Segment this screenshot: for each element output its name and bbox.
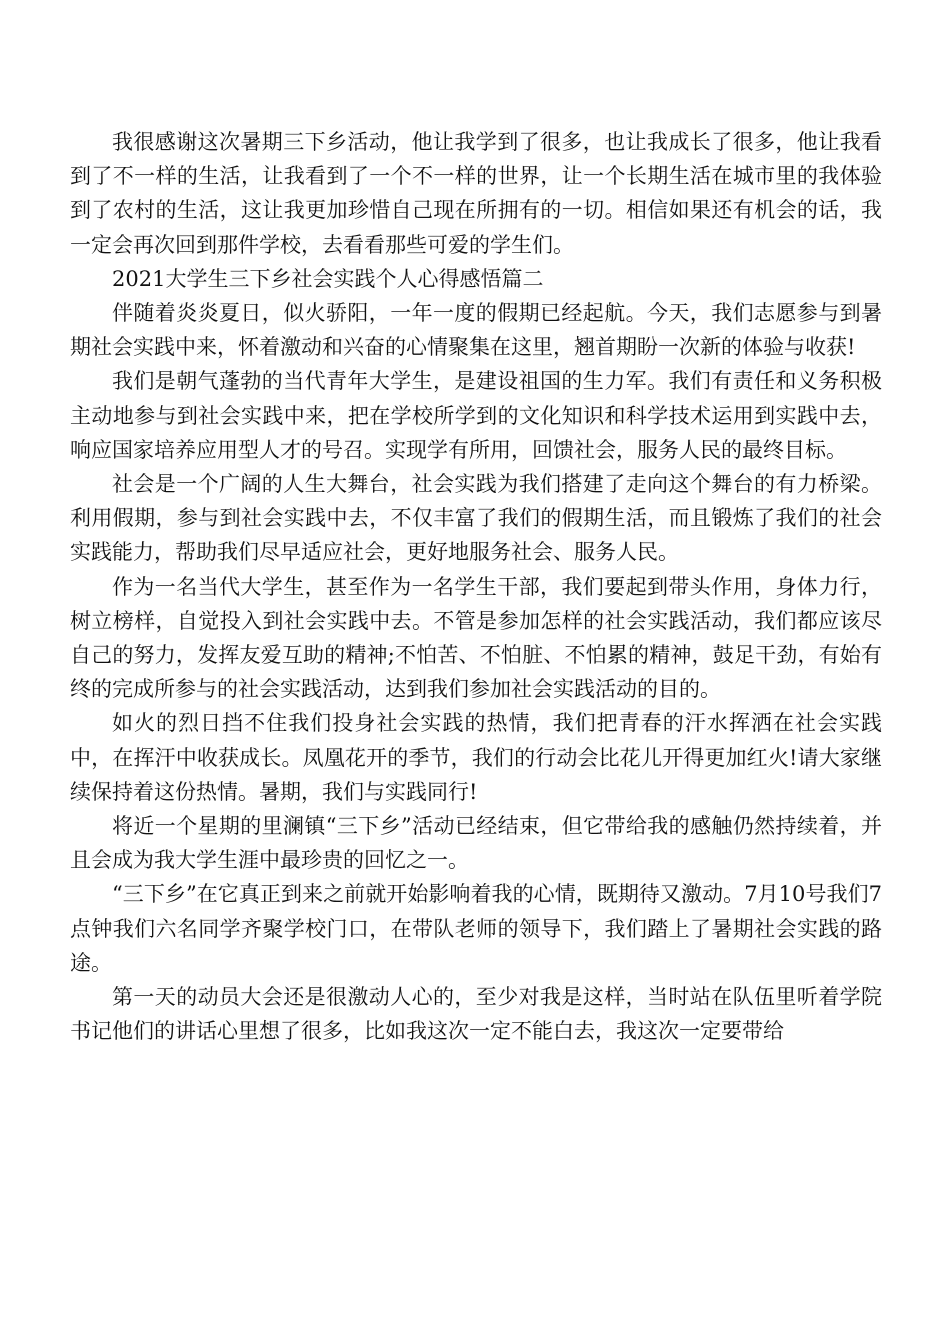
paragraph-youth: 我们是朝气蓬勃的当代青年大学生，是建设祖国的生力军。我们有责任和义务积极主动地参与到社会实践中来，把在学校所学到的文化知识和科学技术运用到实践中去，响应国家培养应用型人才的号召。实现学有所用，回馈社会，服务人民的最终目标。 — [70, 369, 882, 462]
paragraph-summer-start: 伴随着炎炎夏日，似火骄阳，一年一度的假期已经起航。今天，我们志愿参与到暑期社会实践中来，怀着激动和兴奋的心情聚集在这里，翘首期盼一次新的体验与收获! — [70, 301, 882, 360]
paragraph-activity-ended: 将近一个星期的里澜镇“三下乡”活动已经结束，但它带给我的感触仍然持续着，并且会成为我大学生涯中最珍贵的回忆之一。 — [70, 814, 882, 873]
paragraph-departure: “三下乡”在它真正到来之前就开始影响着我的心情，既期待又激动。7月10号我们7点钟我们六名同学齐聚学校门口，在带队老师的领导下，我们踏上了暑期社会实践的路途。 — [70, 882, 882, 975]
paragraph-first-day: 第一天的动员大会还是很激动人心的，至少对我是这样，当时站在队伍里听着学院书记他们的讲话心里想了很多，比如我这次一定不能白去，我这次一定要带给 — [70, 985, 882, 1044]
paragraph-gratitude: 我很感谢这次暑期三下乡活动，他让我学到了很多，也让我成长了很多，他让我看到了不一样的生活，让我看到了一个不一样的世界，让一个长期生活在城市里的我体验到了农村的生活，这让我更加珍惜自己现在所拥有的一切。相信如果还有机会的话，我一定会再次回到那件学校，去看看那些可爱的学生们。 — [70, 130, 882, 257]
paragraph-society-stage: 社会是一个广阔的人生大舞台，社会实践为我们搭建了走向这个舞台的有力桥梁。利用假期，参与到社会实践中去，不仅丰富了我们的假期生活，而且锻炼了我们的社会实践能力，帮助我们尽早适应社会，更好地服务社会、服务人民。 — [70, 472, 882, 565]
paragraph-enthusiasm: 如火的烈日挡不住我们投身社会实践的热情，我们把青春的汗水挥洒在社会实践中，在挥汗中收获成长。凤凰花开的季节，我们的行动会比花儿开得更加红火!请大家继续保持着这份热情。暑期，我们与实践同行! — [70, 711, 882, 804]
document-page — [70, 125, 882, 1048]
paragraph-role-model: 作为一名当代大学生，甚至作为一名学生干部，我们要起到带头作用，身体力行，树立榜样，自觉投入到社会实践中去。不管是参加怎样的社会实践活动，我们都应该尽自己的努力，发挥友爱互助的精神;不怕苦、不怕脏、不怕累的精神，鼓足干劲，有始有终的完成所参与的社会实践活动，达到我们参加社会实践活动的目的。 — [70, 574, 882, 702]
section-heading: 2021大学生三下乡社会实践个人心得感悟篇二 — [112, 266, 544, 291]
